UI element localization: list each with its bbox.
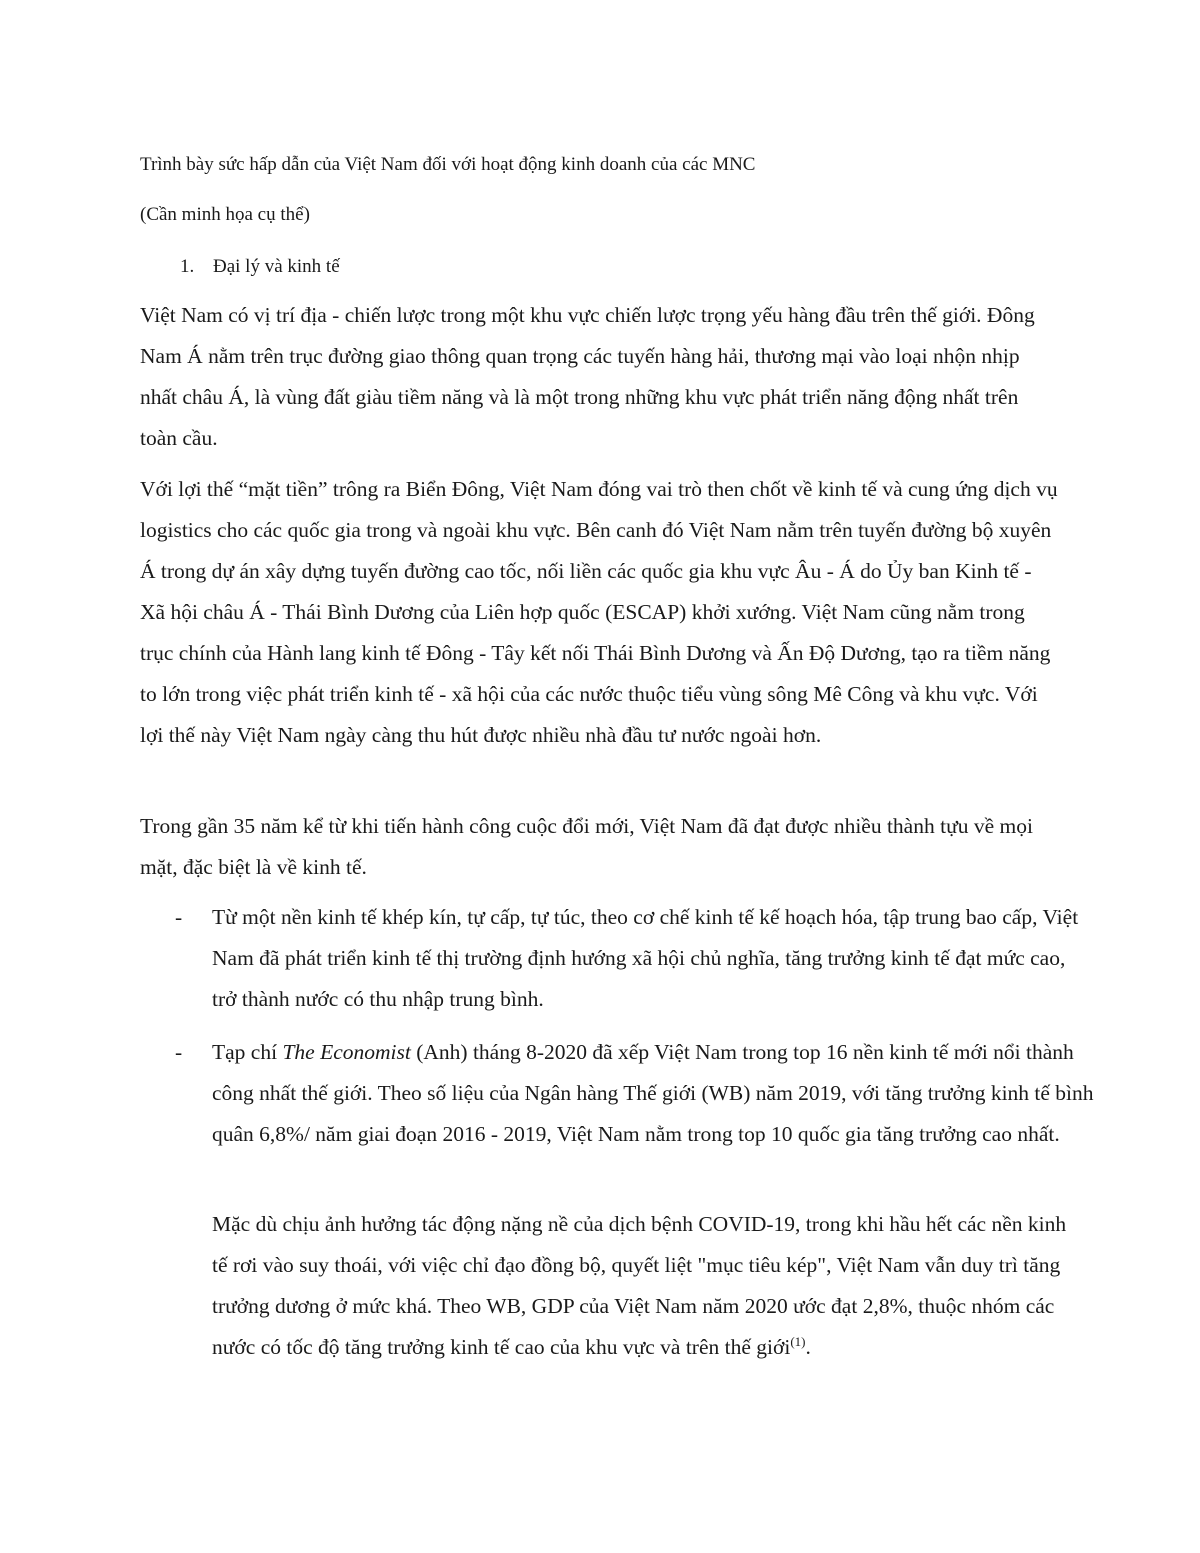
covid-text: Mặc dù chịu ảnh hưởng tác động nặng nề của dịch bệnh COVID-19, trong khi hầu hết các nền kinh tế rơi vào suy thoái, với việc chỉ đạo đồng bộ, quyết liệt "mục tiêu kép", Việt Nam vẫn duy trì tăng trưởng dương ở mức khá. Theo WB, GDP của Việt Nam năm 2020 ước đạt 2,8%, thuộc nhóm các nước có tốc độ tăng trưởng kinh tế cao của khu vực và trên thế giới — [212, 1212, 1067, 1359]
bullet-dash: - — [175, 905, 183, 929]
paragraph-advantage: Với lợi thế “mặt tiền” trông ra Biển Đông, Việt Nam đóng vai trò then chốt về kinh tế và cung ứng dịch vụ logistics cho các quốc gia trong và ngoài khu vực. Bên canh đó Việt Nam nằm trên tuyến đường bộ xuyên Á trong dự án xây dựng tuyến đường cao tốc, nối liền các quốc gia khu vực Âu - Á do Ủy ban Kinh tế - Xã hội châu Á - Thái Bình Dương của Liên hợp quốc (ESCAP) khởi xướng. Việt Nam cũng nằm trong trục chính của Hành lang kinh tế Đông - Tây kết nối Thái Bình Dương và Ấn Độ Dương, tạo ra tiềm năng to lớn trong việc phát triển kinh tế - xã hội của các nước thuộc tiểu vùng sông Mê Công và khu vực. Với lợi thế này Việt Nam ngày càng thu hút được nhiều nhà đầu tư nước ngoài hơn. — [140, 477, 1058, 747]
bullet-text: Từ một nền kinh tế khép kín, tự cấp, tự túc, theo cơ chế kinh tế kế hoạch hóa, tập trung bao cấp, Việt Nam đã phát triển kinh tế thị trường định hướng xã hội chủ nghĩa, tăng trưởng kinh tế đạt mức cao, trở thành nước có thu nhập trung bình. — [212, 905, 1079, 1011]
bullet-text — [212, 1032, 1094, 1155]
document-subtitle: (Cần minh họa cụ thể) — [140, 204, 310, 225]
bullet-text-post: (Anh) tháng 8-2020 đã xếp Việt Nam trong top 16 nền kinh tế mới nổi thành công nhất thế giới. Theo số liệu của Ngân hàng Thế giới (WB) năm 2019, với tăng trưởng kinh tế bình quân 6,8%/ năm giai đoạn 2016 - 2019, Việt Nam nằm trong top 10 quốc gia tăng trưởng cao nhất. — [212, 1040, 1094, 1146]
paragraph-covid — [212, 1204, 1072, 1368]
section-heading — [180, 256, 340, 278]
paragraph-achievements: Trong gần 35 năm kể từ khi tiến hành công cuộc đổi mới, Việt Nam đã đạt được nhiều thành tựu về mọi mặt, đặc biệt là về kinh tế. — [140, 814, 1033, 879]
section-number: 1. — [180, 256, 195, 277]
bullet-dash: - — [175, 1040, 183, 1064]
section-label: Đại lý và kinh tế — [213, 256, 340, 277]
document-title: Trình bày sức hấp dẫn của Việt Nam đối với hoạt động kinh doanh của các MNC — [140, 154, 756, 175]
paragraph-geography: Việt Nam có vị trí địa - chiến lược trong một khu vực chiến lược trọng yếu hàng đầu trên thế giới. Đông Nam Á nằm trên trục đường giao thông quan trọng các tuyến hàng hải, thương mại vào loại nhộn nhịp nhất châu Á, là vùng đất giàu tiềm năng và là một trong những khu vực phát triển năng động nhất trên toàn cầu. — [140, 303, 1035, 450]
footnote-ref: (1) — [790, 1333, 806, 1349]
bullet-text-pre: Tạp chí — [212, 1040, 283, 1064]
publication-name: The Economist — [282, 1040, 411, 1064]
covid-text-end: . — [805, 1335, 811, 1359]
